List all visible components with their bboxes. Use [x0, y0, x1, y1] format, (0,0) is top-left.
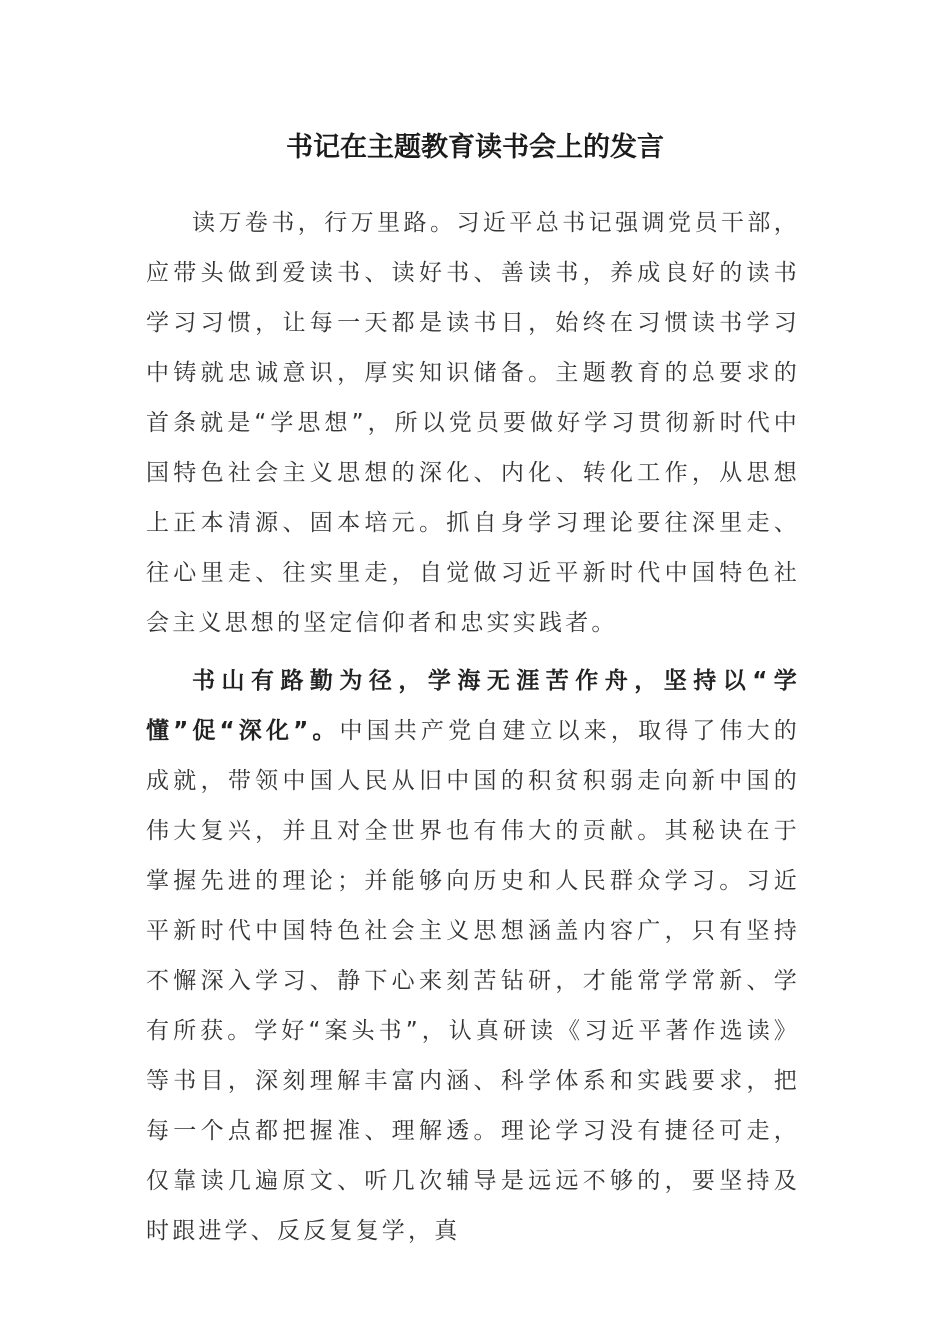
paragraph-2-lead: 书山有路勤为径，学海无涯苦作舟，坚持以“学懂”促“深化”。: [146, 668, 800, 744]
document-title: 书记在主题教育读书会上的发言: [286, 132, 664, 163]
paragraph-2: [146, 656, 800, 1256]
paragraph-1: [146, 198, 800, 648]
paragraph-2-text: 中国共产党自建立以来，取得了伟大的成就，带领中国人民从旧中国的积贫积弱走向新中国的伟大复兴，并且对全世界也有伟大的贡献。其秘诀在于掌握先进的理论；并能够向历史和人民群众学习。习近平新时代中国特色社会主义思想涵盖内容广，只有坚持不懈深入学习、静下心来刻苦钻研，才能常学常新、学有所获。学好“案头书”，认真研读《习近平著作选读》等书目，深刻理解丰富内涵、科学体系和实践要求，把每一个点都把握准、理解透。理论学习没有捷径可走，仅靠读几遍原文、听几次辅导是远远不够的，要坚持及时跟进学、反反复复学，真: [146, 718, 800, 1244]
paragraph-1-text: 读万卷书，行万里路。习近平总书记强调党员干部，应带头做到爱读书、读好书、善读书，养成良好的读书学习习惯，让每一天都是读书日，始终在习惯读书学习中铸就忠诚意识，厚实知识储备。主题教育的总要求的首条就是“学思想”，所以党员要做好学习贯彻新时代中国特色社会主义思想的深化、内化、转化工作，从思想上正本清源、固本培元。抓自身学习理论要往深里走、往心里走、往实里走，自觉做习近平新时代中国特色社会主义思想的坚定信仰者和忠实实践者。: [146, 210, 800, 636]
